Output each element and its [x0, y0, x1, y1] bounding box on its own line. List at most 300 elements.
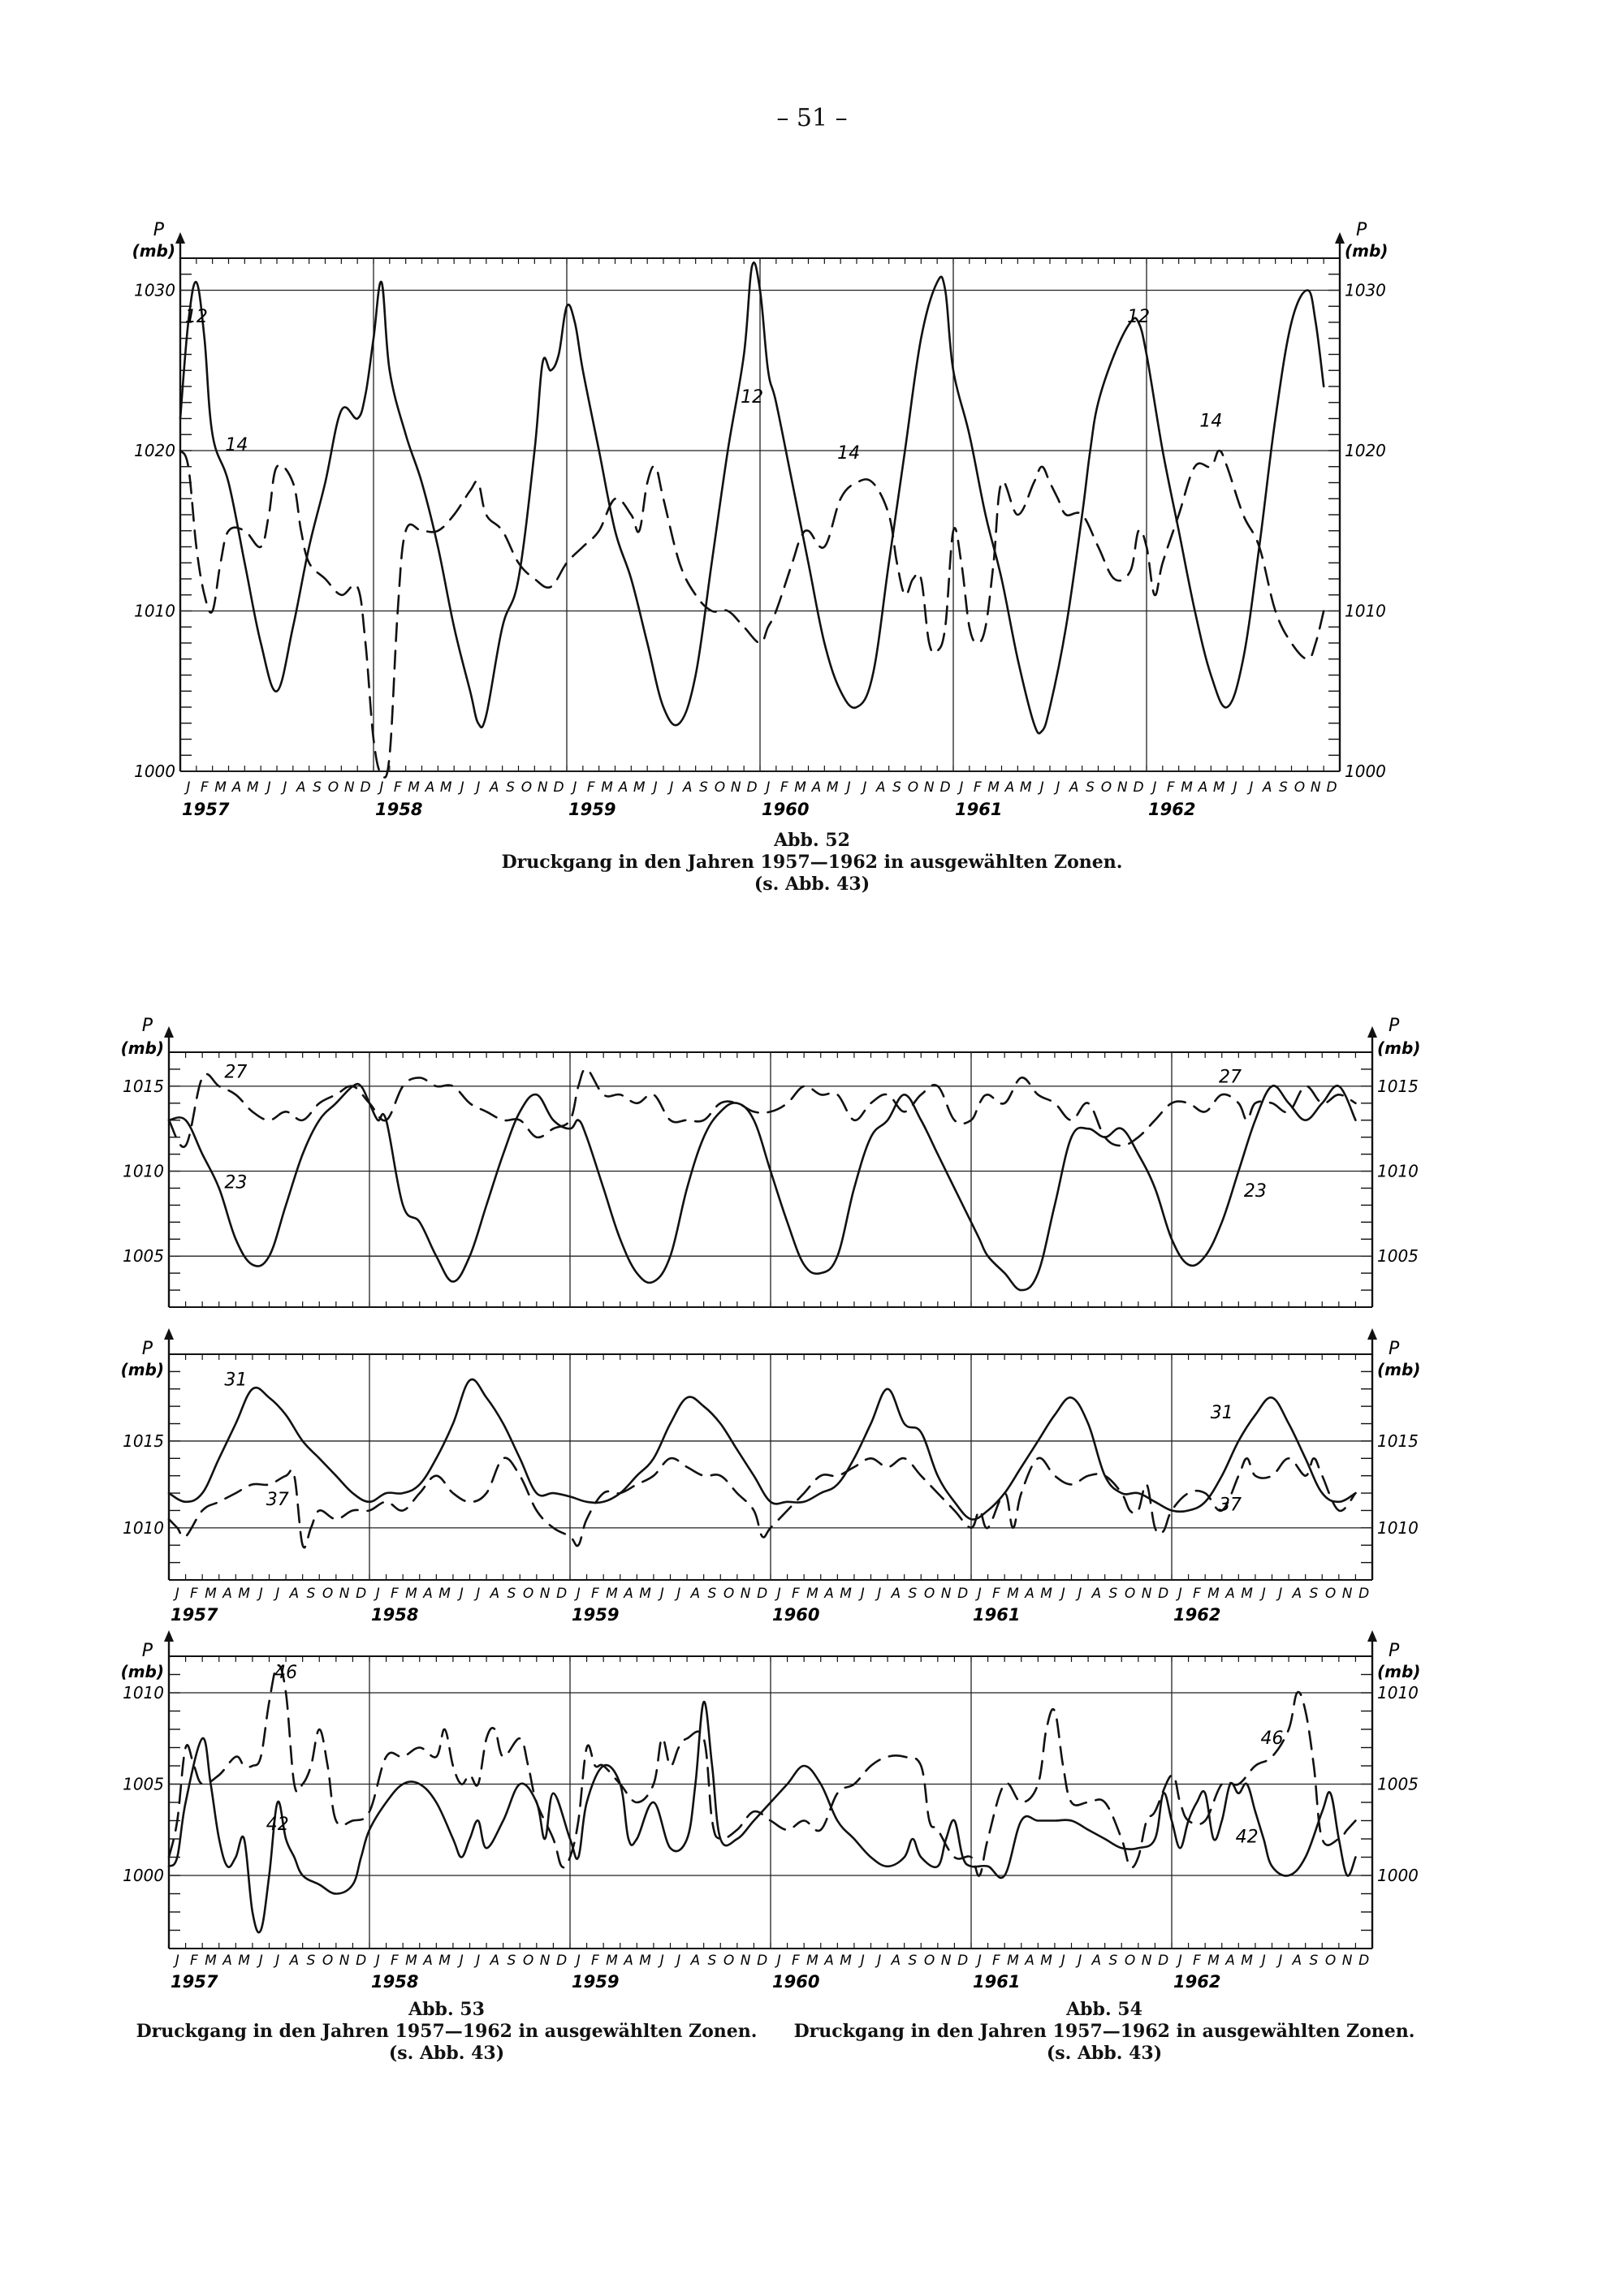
x-month-label: M	[606, 1586, 618, 1602]
y-tick-label-left: 1030	[134, 280, 175, 300]
series-label-46: 46	[1260, 1728, 1284, 1749]
x-month-label: A	[296, 779, 306, 796]
y-axis-unit-right: (mb)	[1377, 1360, 1421, 1379]
series-label-46: 46	[274, 1663, 298, 1683]
x-month-label: N	[940, 1586, 952, 1602]
x-month-label: M	[601, 779, 613, 796]
x-month-label: J	[379, 779, 384, 796]
x-month-label: A	[618, 779, 628, 796]
x-month-label: A	[690, 1953, 701, 1969]
x-month-label: A	[1292, 1586, 1302, 1602]
x-month-label: F	[390, 1953, 399, 1969]
x-month-label: S	[1108, 1586, 1118, 1602]
x-month-label: A	[1091, 1586, 1102, 1602]
x-month-label: J	[676, 1953, 681, 1969]
x-month-label: J	[877, 1586, 882, 1602]
x-month-label: J	[459, 1586, 464, 1602]
x-month-label: J	[862, 779, 867, 796]
x-month-label: O	[520, 779, 533, 796]
chart-abb53b	[121, 1328, 1421, 1625]
x-month-label: J	[1078, 1586, 1082, 1602]
caption-fig54-label: Abb. 54	[1066, 1999, 1142, 2020]
caption-fig52-text: Druckgang in den Jahren 1957—1962 in ausgewählten Zonen.	[501, 852, 1123, 873]
y-axis-unit-left: (mb)	[132, 241, 175, 261]
x-year-label: 1962	[1148, 800, 1196, 819]
x-month-label: N	[923, 779, 935, 796]
series-label-14: 14	[837, 442, 861, 464]
x-month-label: D	[1326, 779, 1337, 796]
x-month-label: J	[576, 1953, 581, 1969]
x-month-label: J	[375, 1586, 380, 1602]
x-month-label: M	[1007, 1953, 1019, 1969]
x-year-label: 1960	[762, 800, 810, 819]
x-month-label: M	[840, 1953, 852, 1969]
x-month-label: F	[200, 779, 209, 796]
x-month-label: F	[590, 1586, 599, 1602]
x-month-label: M	[238, 1586, 250, 1602]
x-month-label: F	[991, 1953, 1000, 1969]
x-month-label: A	[875, 779, 886, 796]
x-month-label: F	[991, 1586, 1000, 1602]
x-month-label: O	[1100, 779, 1112, 796]
x-month-label: J	[776, 1953, 781, 1969]
y-axis-right-arrow	[1367, 1328, 1377, 1340]
x-year-label: 1957	[182, 800, 230, 819]
x-month-label: F	[1166, 779, 1175, 796]
x-month-label: F	[189, 1586, 198, 1602]
x-month-label: M	[1019, 779, 1032, 796]
x-month-label: J	[977, 1953, 982, 1969]
x-month-label: S	[507, 1586, 516, 1602]
series-label-42: 42	[266, 1814, 289, 1835]
x-month-label: J	[476, 779, 481, 796]
x-month-label: N	[539, 1586, 551, 1602]
x-month-label: J	[659, 1953, 664, 1969]
x-month-label: F	[791, 1586, 800, 1602]
x-month-label: M	[405, 1953, 417, 1969]
x-month-label: A	[624, 1586, 633, 1602]
series-line-14	[180, 451, 1324, 778]
x-month-label: S	[908, 1953, 918, 1969]
x-month-label: N	[730, 779, 741, 796]
x-month-label: S	[1309, 1953, 1319, 1969]
x-month-label: S	[1279, 779, 1288, 796]
x-month-label: F	[189, 1953, 198, 1969]
caption-fig54-ref: (s. Abb. 43)	[1046, 2043, 1163, 2064]
x-month-label: M	[1212, 779, 1225, 796]
y-axis-label-p-left: P	[141, 1641, 153, 1661]
y-tick-label-left: 1000	[123, 1866, 164, 1885]
x-month-label: O	[714, 779, 726, 796]
caption-fig52-label: Abb. 52	[774, 830, 850, 851]
x-month-label: A	[1198, 779, 1208, 796]
x-month-label: S	[507, 1953, 516, 1969]
x-year-label: 1958	[375, 800, 423, 819]
x-month-label: J	[860, 1586, 865, 1602]
series-line-12	[180, 262, 1324, 733]
series-label-12: 12	[1127, 307, 1151, 327]
y-tick-label-left: 1005	[123, 1774, 164, 1794]
x-month-label: J	[186, 779, 191, 796]
x-month-label: M	[806, 1953, 818, 1969]
x-year-label: 1958	[371, 1972, 419, 1992]
y-tick-label-left: 1010	[134, 601, 175, 621]
series-label-23: 23	[1243, 1180, 1267, 1202]
x-month-label: J	[846, 779, 851, 796]
x-month-label: A	[891, 1953, 901, 1969]
x-month-label: J	[175, 1586, 179, 1602]
x-month-label: J	[275, 1586, 280, 1602]
x-year-label: 1957	[171, 1972, 218, 1992]
y-tick-label-left: 1005	[123, 1246, 164, 1267]
x-month-label: J	[572, 779, 577, 796]
y-axis-left-arrow	[175, 232, 185, 244]
x-year-label: 1961	[973, 1605, 1021, 1625]
series-label-12: 12	[184, 307, 208, 327]
y-tick-label-left: 1010	[123, 1161, 164, 1181]
x-month-label: A	[1025, 1953, 1034, 1969]
x-month-label: M	[1207, 1586, 1220, 1602]
x-month-label: M	[1040, 1953, 1052, 1969]
x-month-label: M	[840, 1586, 852, 1602]
x-month-label: A	[1225, 1953, 1235, 1969]
x-month-label: D	[360, 779, 371, 796]
x-month-label: A	[824, 1953, 834, 1969]
x-month-label: A	[624, 1953, 633, 1969]
series-label-42: 42	[1235, 1827, 1259, 1848]
x-month-label: M	[1181, 779, 1193, 796]
x-month-label: M	[1040, 1586, 1052, 1602]
x-month-label: M	[214, 779, 227, 796]
y-tick-label-right: 1005	[1377, 1246, 1419, 1267]
x-month-label: S	[306, 1586, 316, 1602]
caption-fig52-ref: (s. Abb. 43)	[754, 874, 870, 895]
x-month-label: S	[699, 779, 708, 796]
y-axis-label-p-left: P	[141, 1016, 153, 1036]
series-label-12: 12	[741, 386, 764, 408]
x-month-label: D	[1358, 1586, 1370, 1602]
x-month-label: A	[1069, 779, 1079, 796]
y-tick-label-right: 1015	[1377, 1431, 1419, 1451]
x-month-label: S	[1086, 779, 1095, 796]
x-month-label: D	[1158, 1586, 1169, 1602]
y-axis-label-p-right: P	[1356, 220, 1367, 240]
x-month-label: F	[393, 779, 402, 796]
x-month-label: A	[1004, 779, 1015, 796]
x-month-label: D	[356, 1953, 367, 1969]
x-month-label: A	[891, 1586, 901, 1602]
x-month-label: N	[740, 1586, 751, 1602]
x-month-label: N	[1116, 779, 1128, 796]
caption-fig53	[122, 1999, 771, 2065]
x-month-label: J	[977, 1586, 982, 1602]
x-month-label: J	[1261, 1586, 1266, 1602]
x-year-label: 1957	[171, 1605, 218, 1625]
x-month-label: A	[425, 779, 435, 796]
x-year-label: 1960	[772, 1605, 820, 1625]
x-month-label: M	[1007, 1586, 1019, 1602]
x-month-label: A	[1262, 779, 1272, 796]
x-month-label: M	[405, 1586, 417, 1602]
x-month-label: A	[682, 779, 693, 796]
y-axis-label-p-right: P	[1389, 1016, 1400, 1036]
y-axis-right-arrow	[1367, 1630, 1377, 1642]
x-month-label: N	[339, 1953, 350, 1969]
x-month-label: J	[460, 779, 464, 796]
x-month-label: A	[490, 1953, 500, 1969]
y-tick-label-right: 1000	[1345, 762, 1386, 781]
x-month-label: J	[669, 779, 674, 796]
x-month-label: D	[356, 1586, 367, 1602]
x-month-label: F	[973, 779, 982, 796]
x-month-label: M	[238, 1953, 250, 1969]
y-tick-label-right: 1000	[1377, 1866, 1419, 1885]
x-month-label: D	[746, 779, 758, 796]
x-month-label: O	[723, 1586, 735, 1602]
x-month-label: N	[1341, 1953, 1353, 1969]
x-month-label: J	[959, 779, 964, 796]
x-month-label: J	[877, 1953, 882, 1969]
x-month-label: F	[1192, 1586, 1201, 1602]
x-month-label: J	[1177, 1953, 1182, 1969]
x-month-label: J	[776, 1586, 781, 1602]
x-month-label: M	[205, 1953, 217, 1969]
series-label-31: 31	[1210, 1403, 1233, 1424]
series-label-14: 14	[225, 435, 248, 455]
chart-abb53a	[121, 1016, 1421, 1307]
y-tick-label-left: 1015	[123, 1076, 164, 1096]
x-month-label: J	[476, 1953, 481, 1969]
y-axis-unit-right: (mb)	[1377, 1038, 1421, 1058]
x-month-label: N	[537, 779, 548, 796]
series-line-31	[169, 1379, 1355, 1520]
x-month-label: J	[1060, 1586, 1065, 1602]
y-tick-label-right: 1010	[1377, 1517, 1419, 1538]
x-month-label: A	[1292, 1953, 1302, 1969]
x-month-label: J	[258, 1953, 263, 1969]
y-axis-unit-left: (mb)	[120, 1038, 164, 1058]
caption-fig54-text: Druckgang in den Jahren 1957—1962 in ausgewählten Zonen.	[793, 2021, 1415, 2042]
x-month-label: N	[1141, 1953, 1152, 1969]
x-month-label: D	[757, 1953, 768, 1969]
x-month-label: S	[707, 1586, 717, 1602]
y-axis-label-p-right: P	[1389, 1641, 1400, 1661]
x-month-label: A	[423, 1586, 433, 1602]
x-month-label: A	[1091, 1953, 1102, 1969]
x-month-label: F	[1192, 1953, 1201, 1969]
x-month-label: S	[1108, 1953, 1118, 1969]
x-month-label: J	[1278, 1953, 1283, 1969]
x-year-label: 1960	[772, 1972, 820, 1992]
x-month-label: D	[556, 1586, 568, 1602]
x-month-label: A	[222, 1953, 232, 1969]
caption-fig53-label: Abb. 53	[408, 1999, 485, 2020]
x-month-label: S	[313, 779, 322, 796]
series-line-23	[169, 1084, 1355, 1290]
series-label-27: 27	[1219, 1067, 1242, 1088]
x-month-label: J	[1078, 1953, 1082, 1969]
x-month-label: J	[375, 1953, 380, 1969]
x-month-label: J	[659, 1586, 664, 1602]
y-axis-unit-left: (mb)	[120, 1360, 164, 1379]
y-tick-label-right: 1010	[1377, 1161, 1419, 1181]
x-month-label: M	[438, 1586, 451, 1602]
y-axis-label-p-left: P	[153, 220, 164, 240]
y-tick-label-left: 1000	[134, 762, 175, 781]
x-month-label: A	[231, 779, 242, 796]
x-month-label: S	[306, 1953, 316, 1969]
y-tick-label-right: 1005	[1377, 1774, 1419, 1794]
x-month-label: O	[1294, 779, 1306, 796]
chart-abb52	[132, 220, 1389, 819]
x-month-label: A	[1025, 1586, 1034, 1602]
x-month-label: A	[1225, 1586, 1235, 1602]
caption-fig52	[406, 830, 1218, 896]
x-month-label: D	[1158, 1953, 1169, 1969]
x-month-label: O	[907, 779, 919, 796]
x-month-label: N	[740, 1953, 751, 1969]
x-month-label: J	[283, 779, 287, 796]
x-month-label: F	[780, 779, 788, 796]
y-tick-label-left: 1010	[123, 1683, 164, 1703]
x-month-label: J	[1233, 779, 1237, 796]
caption-fig53-ref: (s. Abb. 43)	[388, 2043, 505, 2064]
series-line-37	[169, 1458, 1355, 1548]
x-month-label: J	[1261, 1953, 1266, 1969]
x-month-label: J	[266, 779, 271, 796]
x-month-label: O	[923, 1953, 935, 1969]
y-axis-right-arrow	[1335, 232, 1345, 244]
x-month-label: J	[1152, 779, 1157, 796]
x-month-label: O	[322, 1953, 334, 1969]
x-month-label: D	[1358, 1953, 1370, 1969]
x-month-label: D	[556, 1953, 568, 1969]
y-tick-label-right: 1015	[1377, 1076, 1419, 1096]
x-month-label: D	[1133, 779, 1144, 796]
x-month-label: N	[343, 779, 355, 796]
x-month-label: D	[757, 1586, 768, 1602]
y-axis-label-p-left: P	[141, 1339, 153, 1359]
x-year-label: 1959	[568, 800, 616, 819]
x-month-label: O	[1124, 1586, 1136, 1602]
series-label-37: 37	[1219, 1495, 1242, 1516]
x-month-label: M	[438, 1953, 451, 1969]
x-month-label: J	[766, 779, 771, 796]
y-axis-left-arrow	[164, 1630, 174, 1642]
x-month-label: N	[539, 1953, 551, 1969]
x-month-label: M	[987, 779, 1000, 796]
y-tick-label-right: 1030	[1345, 280, 1386, 300]
x-month-label: N	[1141, 1586, 1152, 1602]
x-month-label: S	[506, 779, 515, 796]
x-month-label: J	[1177, 1586, 1182, 1602]
y-tick-label-right: 1020	[1345, 441, 1386, 460]
x-month-label: O	[522, 1586, 534, 1602]
series-label-27: 27	[224, 1062, 248, 1083]
x-month-label: A	[690, 1586, 701, 1602]
y-axis-unit-right: (mb)	[1345, 241, 1389, 261]
x-month-label: J	[275, 1953, 280, 1969]
x-month-label: N	[940, 1953, 952, 1969]
x-month-label: J	[476, 1586, 481, 1602]
y-axis-unit-right: (mb)	[1377, 1662, 1421, 1681]
x-year-label: 1962	[1173, 1972, 1221, 1992]
x-month-label: J	[175, 1953, 179, 1969]
x-year-label: 1961	[973, 1972, 1021, 1992]
y-axis-right-arrow	[1367, 1026, 1377, 1038]
y-axis-label-p-right: P	[1389, 1339, 1400, 1359]
y-axis-left-arrow	[164, 1328, 174, 1340]
x-year-label: 1959	[572, 1605, 620, 1625]
x-month-label: J	[258, 1586, 263, 1602]
x-month-label: J	[676, 1586, 681, 1602]
x-month-label: O	[522, 1953, 534, 1969]
caption-fig53-text: Druckgang in den Jahren 1957—1962 in ausgewählten Zonen.	[136, 2021, 758, 2042]
x-month-label: A	[289, 1586, 300, 1602]
x-month-label: M	[606, 1953, 618, 1969]
x-month-label: F	[586, 779, 595, 796]
x-month-label: M	[806, 1586, 818, 1602]
x-month-label: M	[1207, 1953, 1220, 1969]
x-month-label: M	[639, 1586, 651, 1602]
series-label-37: 37	[266, 1490, 289, 1511]
x-year-label: 1959	[572, 1972, 620, 1992]
x-month-label: J	[1249, 779, 1254, 796]
page-number: – 51 –	[776, 104, 848, 132]
x-month-label: D	[957, 1586, 969, 1602]
x-month-label: J	[576, 1586, 581, 1602]
caption-fig54	[780, 1999, 1429, 2065]
x-month-label: D	[957, 1953, 969, 1969]
x-month-label: O	[723, 1953, 735, 1969]
x-month-label: J	[1056, 779, 1060, 796]
x-month-label: M	[826, 779, 839, 796]
x-month-label: S	[908, 1586, 918, 1602]
x-year-label: 1958	[371, 1605, 419, 1625]
x-month-label: D	[553, 779, 564, 796]
series-label-31: 31	[224, 1370, 248, 1391]
series-label-23: 23	[224, 1172, 248, 1193]
x-month-label: A	[289, 1953, 300, 1969]
y-tick-label-left: 1010	[123, 1517, 164, 1538]
x-month-label: M	[639, 1953, 651, 1969]
x-month-label: N	[1310, 779, 1321, 796]
y-tick-label-right: 1010	[1345, 601, 1386, 621]
x-month-label: M	[205, 1586, 217, 1602]
x-month-label: M	[246, 779, 259, 796]
x-month-label: O	[1324, 1586, 1337, 1602]
x-month-label: N	[339, 1586, 350, 1602]
x-month-label: S	[1309, 1586, 1319, 1602]
x-month-label: A	[824, 1586, 834, 1602]
series-line-42	[169, 1702, 1355, 1932]
x-month-label: O	[1124, 1953, 1136, 1969]
x-month-label: J	[459, 1953, 464, 1969]
x-month-label: O	[322, 1586, 334, 1602]
y-axis-left-arrow	[164, 1026, 174, 1038]
chart-abb54	[121, 1630, 1421, 1992]
x-month-label: S	[892, 779, 901, 796]
series-line-27	[169, 1069, 1355, 1147]
x-month-label: O	[327, 779, 339, 796]
x-month-label: M	[633, 779, 646, 796]
x-month-label: A	[489, 779, 499, 796]
y-tick-label-right: 1010	[1377, 1683, 1419, 1703]
series-label-14: 14	[1199, 411, 1223, 432]
x-month-label: A	[811, 779, 822, 796]
x-month-label: F	[590, 1953, 599, 1969]
x-month-label: A	[423, 1953, 433, 1969]
